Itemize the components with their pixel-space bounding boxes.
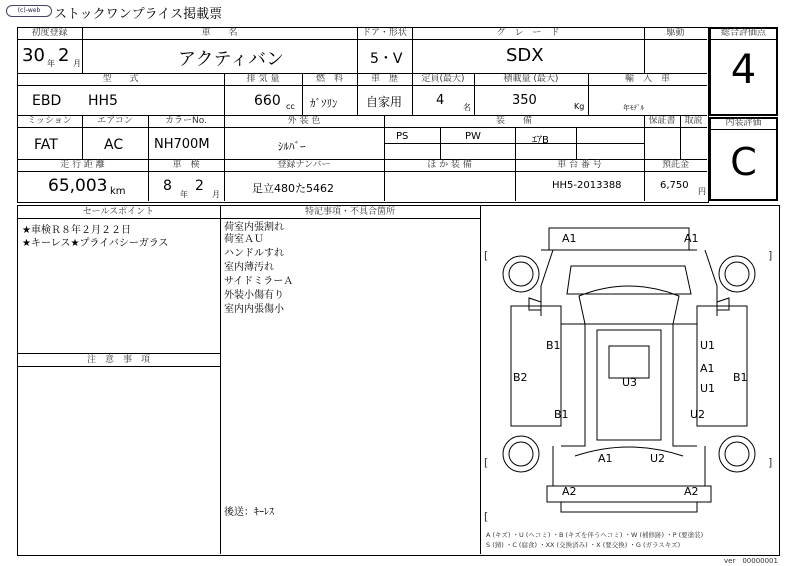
label-drive: 駆動	[666, 28, 685, 38]
damage-a1-right: A1	[684, 232, 699, 245]
bracket-open-tl: [	[484, 249, 489, 262]
label-interior-score: 内装評価	[725, 118, 762, 128]
insp-month: 2	[195, 178, 204, 194]
sales-point-2: ★キーレス★プライバシーガラス	[22, 238, 169, 249]
special-note-4: 室内薄汚れ	[224, 262, 274, 273]
sales-point-1: ★車検Ｒ８年２月２２日	[22, 225, 131, 236]
special-note-1: 荷室内張割れ	[224, 222, 284, 233]
plate: 足立480た5462	[252, 182, 334, 195]
label-model: 型 式	[102, 74, 139, 84]
damage-b1-right: B1	[733, 371, 748, 384]
label-aircon: エアコン	[97, 116, 133, 126]
label-exterior-color: 外 装 色	[287, 116, 321, 126]
label-capacity: 定員(最大)	[421, 74, 465, 84]
unit-yen: 円	[698, 187, 706, 196]
label-usage: 車 歴	[370, 74, 398, 84]
interior-score: C	[730, 140, 757, 184]
version: ver 00000001	[724, 557, 778, 565]
unit-kg: Kg	[574, 102, 585, 111]
equip-pw: PW	[465, 131, 481, 142]
insp-year: 8	[163, 178, 172, 194]
model-prefix: EBD	[32, 93, 62, 109]
damage-b2: B2	[513, 371, 528, 384]
after-note: 後送：ｷｰﾚｽ	[224, 507, 274, 518]
bracket-open-bl: [	[484, 456, 489, 469]
legend-line-1: A (キズ) ・U (ヘコミ) ・B (キズを伴うヘコミ) ・W (補修跡) ・P (要塗装)	[486, 531, 704, 539]
price: 6,750	[660, 180, 689, 191]
usage: 自家用	[366, 95, 403, 109]
unit-persons: 名	[463, 103, 471, 112]
label-inspection: 車 検	[172, 160, 200, 170]
label-other-equipment: ほ か 装 備	[427, 160, 472, 170]
label-warranty: 保証書	[648, 116, 676, 126]
unit-insp-year: 年	[180, 190, 188, 199]
label-special-notes: 特記事項・不具合箇所	[304, 207, 395, 217]
special-note-7: 室内内張傷小	[224, 304, 284, 315]
total-score: 4	[730, 47, 757, 93]
chassis: HH5-2013388	[552, 180, 622, 191]
page-title: ストックワンプライス掲載票	[54, 7, 223, 22]
damage-a1-left: A1	[562, 232, 577, 245]
label-mission: ミッション	[27, 116, 72, 126]
label-car-name: 車 名	[201, 28, 238, 38]
label-grade: グ レ ー ド	[496, 28, 560, 38]
damage-b1-upper: B1	[546, 339, 561, 352]
special-note-3: ハンドルすれ	[224, 248, 284, 259]
damage-u3: U3	[622, 376, 638, 389]
special-note-2: 荷室ＡＵ	[224, 234, 264, 245]
label-color: カラーNo.	[165, 116, 207, 126]
unit-cc: cc	[286, 102, 295, 111]
mission: FAT	[34, 137, 58, 153]
damage-a2-right: A2	[684, 485, 699, 498]
label-caution: 注 意 事 項	[86, 355, 150, 365]
bracket-open-bottom: [	[484, 510, 489, 523]
damage-u2-right: U2	[690, 408, 706, 421]
mileage: 65,003	[48, 176, 108, 196]
displacement: 660	[254, 93, 281, 109]
logo: (c)-web	[6, 5, 52, 17]
label-total-score: 総合評価点	[720, 28, 766, 38]
damage-u2-bottom: U2	[650, 452, 666, 465]
door-shape: 5・V	[370, 51, 403, 67]
unit-year: 年	[47, 59, 55, 68]
label-load: 積載量 (最大)	[503, 74, 559, 84]
label-import: 輸 入 車	[624, 74, 670, 84]
bracket-close-tr: ]	[768, 249, 773, 262]
label-door-shape: ドア・形状	[362, 28, 407, 38]
label-first-reg: 初度登録	[31, 28, 68, 38]
label-price: 預託金	[661, 160, 689, 170]
damage-a2-left: A2	[562, 485, 577, 498]
capacity: 4	[436, 93, 445, 108]
first-reg-year: 30	[22, 45, 45, 66]
label-manual: 取説	[684, 116, 703, 126]
special-note-5: サイドミラーＡ	[224, 276, 294, 287]
color-no: NH700M	[154, 137, 210, 152]
grade: SDX	[506, 45, 544, 66]
car-name: アクティバン	[178, 49, 285, 70]
label-displacement: 排 気 量	[246, 74, 280, 84]
bracket-close-br: ]	[768, 456, 773, 469]
equip-airbag: ｴｱB	[532, 135, 549, 146]
unit-insp-month: 月	[212, 190, 220, 199]
equip-ps: PS	[396, 131, 409, 142]
label-equipment: 装 備	[495, 116, 532, 126]
special-note-6: 外装小傷有り	[224, 290, 284, 301]
first-reg-month: 2	[58, 45, 70, 66]
damage-u1-upper: U1	[700, 339, 716, 352]
damage-a1-mid-right: A1	[700, 362, 715, 375]
label-sales-point: セールスポイント	[82, 207, 155, 217]
label-plate: 登録ナンバー	[277, 160, 331, 170]
unit-month: 月	[73, 59, 81, 68]
fuel: ｶﾞｿﾘﾝ	[310, 97, 338, 110]
model-code: HH5	[88, 93, 118, 109]
unit-year-model: 年ﾓﾃﾞﾙ	[623, 104, 644, 112]
damage-a1-bottom: A1	[598, 452, 613, 465]
label-chassis: 車 台 番 号	[557, 160, 602, 170]
legend-line-2: S (錆) ・C (腐食) ・XX (交換済み) ・X (要交換) ・G (ガラスキズ)	[486, 541, 681, 549]
car-damage-diagram	[481, 206, 777, 526]
damage-b1-lower: B1	[554, 408, 569, 421]
label-fuel: 燃 料	[315, 74, 343, 84]
exterior-color: ｼﾙﾊﾞｰ	[278, 140, 306, 153]
label-mileage: 走 行 距 離	[60, 160, 105, 170]
unit-km: km	[110, 186, 126, 197]
load: 350	[512, 93, 537, 108]
damage-u1-mid-right: U1	[700, 382, 716, 395]
aircon: AC	[104, 137, 124, 153]
